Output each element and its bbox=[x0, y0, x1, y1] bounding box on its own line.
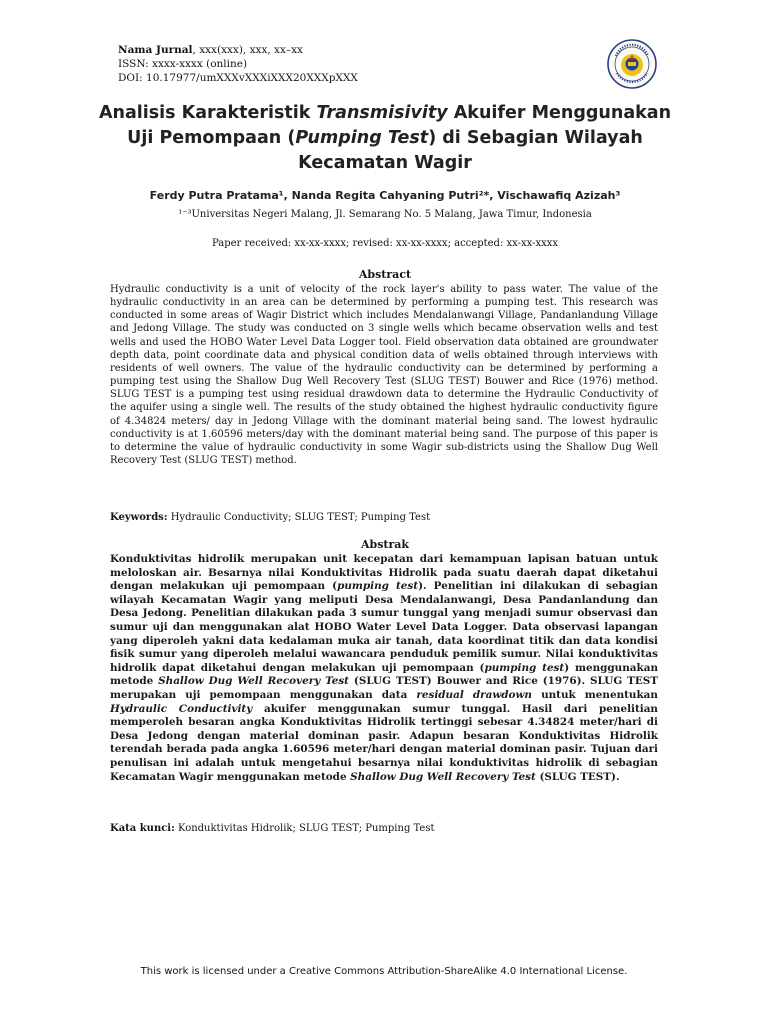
abstrak-segment: akuifer menggunakan sumur tunggal. Hasil dari penelitian memperoleh besaran angka Konduktivitas Hidrolik tertinggi sebesar 4.34824 meter/hari di Desa Jedong dengan material dominan pasir. Adapun besaran Konduktivitas Hidrolik terendah berada pada angka 1.60596 meter/hari dengan material dominan pasir. Tujuan dari penulisan ini adalah untuk mengetahui besarnya nilai konduktivitas hidrolik di sebagian Kecamatan Wagir menggunakan metode bbox=[110, 702, 658, 783]
keywords-line bbox=[110, 511, 658, 525]
abstract-heading: Abstract bbox=[358, 268, 412, 281]
keywords-text: Hydraulic Conductivity; SLUG TEST; Pumping Test bbox=[167, 512, 431, 523]
journal-volume-info: , xxx(xxx), xxx, xx–xx bbox=[192, 44, 303, 56]
keywords-label: Keywords: bbox=[110, 512, 168, 523]
abstrak-segment: untuk menentukan bbox=[531, 688, 658, 701]
journal-name-line bbox=[118, 43, 358, 57]
paper-dates: Paper received: xx-xx-xxxx; revised: xx-xx-xxxx; accepted: xx-xx-xxxx bbox=[211, 238, 559, 249]
abstrak-text bbox=[110, 553, 658, 784]
abstrak-segment: Konduktivitas hidrolik merupakan unit kecepatan dari kemampuan lapisan batuan untuk meloloskan air. Besarnya nilai Konduktivitas Hidrolik pada suatu daerah dapat diketahui dengan melakukan uji pemompaan ( bbox=[110, 553, 658, 593]
abstrak-italic-term: Shallow Dug Well Recovery Test bbox=[158, 675, 349, 688]
kata-kunci-text: Konduktivitas Hidrolik; SLUG TEST; Pumping Test bbox=[174, 823, 435, 834]
author-list: Ferdy Putra Pratama¹, Nanda Regita Cahyaning Putri²*, Vischawafiq Azizah³ bbox=[149, 189, 621, 202]
kata-kunci-line bbox=[110, 822, 658, 836]
title-text-2: Akuifer Menggunakan Uji Pemompaan ( bbox=[127, 103, 672, 148]
abstrak-segment: (SLUG TEST). bbox=[535, 770, 620, 783]
university-seal-logo bbox=[606, 38, 658, 90]
abstrak-segment: (SLUG TEST) Bouwer and Rice (1976). SLUG TEST merupakan uji pemompaan menggunakan data bbox=[110, 675, 658, 701]
abstrak-italic-term: pumping test bbox=[337, 580, 419, 593]
abstrak-segment: ) menggunakan metode bbox=[110, 661, 658, 688]
title-term-transmisivity: Transmisivity bbox=[316, 103, 448, 123]
abstrak-italic-term: residual drawdown bbox=[416, 688, 532, 701]
abstrak-italic-term: Shallow Dug Well Recovery Test bbox=[350, 770, 536, 783]
abstrak-heading: Abstrak bbox=[360, 538, 410, 551]
journal-issn: ISSN: xxxx-xxxx (online) bbox=[118, 58, 248, 70]
journal-doi: DOI: 10.17977/umXXXvXXXiXXX20XXXpXXX bbox=[118, 72, 358, 84]
kata-kunci-label: Kata kunci: bbox=[110, 823, 175, 834]
abstract-text: Hydraulic conductivity is a unit of velocity of the rock layer's ability to pass water. The value of the hydraulic conductivity in an area can be determined by performing a pumping test. This research was conducted in some areas of Wagir District which includes Mendalanwangi Village, Pandanlandung Village and Jedong Village. The study was conducted on 3 single wells which became observation wells and test wells and used the HOBO Water Level Data Logger tool. Field observation data obtained are groundwater depth data, point coordinate data and physical condition data of wells obtained through interviews with residents of well owners. The value of the hydraulic conductivity can be determined by performing a pumping test using the Shallow Dug Well Recovery Test (SLUG TEST) Bouwer and Rice (1976) method. SLUG TEST is a pumping test using residual drawdown data to determine the Hydraulic Conductivity of the aquifer using a single well. The results of the study obtained the highest hydraulic conductivity figure of 4.34824 meters/ day in Jedong Village with the dominant material being sand. The lowest hydraulic conductivity is at 1.60596 meters/day with the dominant material being sand. The purpose of this paper is to determine the value of hydraulic conductivity in some Wagir sub-districts using the Shallow Dug Well Recovery Test (SLUG TEST) method. bbox=[110, 284, 658, 467]
journal-header bbox=[118, 43, 358, 85]
abstrak-italic-term: Hydraulic Conductivity bbox=[110, 702, 253, 715]
journal-name: Nama Jurnal bbox=[118, 44, 193, 56]
license-footer: This work is licensed under a Creative Commons Attribution-ShareAlike 4.0 International License. bbox=[140, 966, 628, 977]
paper-title bbox=[95, 101, 675, 176]
author-affiliation: ¹⁻³Universitas Negeri Malang, Jl. Semarang No. 5 Malang, Jawa Timur, Indonesia bbox=[178, 209, 592, 220]
title-text-1: Analisis Karakteristik bbox=[98, 103, 317, 123]
title-term-pumping-test: Pumping Test bbox=[295, 128, 429, 148]
abstrak-segment: ). Penelitian ini dilakukan di sebagian wilayah Kecamatan Wagir yang meliputi Desa Mendalanwangi, Desa Pandanlandung dan Desa Jedong. Penelitian dilakukan pada 3 sumur tunggal yang menjadi sumur observasi dan sumur uji dan menggunakan alat HOBO Water Level Data Logger. Data observasi lapangan yang diperoleh yakni data kedalaman muka air tanah, data koordinat titik dan data kondisi fisik sumur yang diperoleh melalui wawancara penduduk pemilik sumur. Nilai konduktivitas hidrolik dapat diketahui dengan melakukan uji pemompaan ( bbox=[110, 580, 658, 674]
title-text-3: ) di Sebagian Wilayah Kecamatan Wagir bbox=[298, 128, 643, 173]
abstrak-italic-term: pumping test bbox=[484, 661, 565, 674]
